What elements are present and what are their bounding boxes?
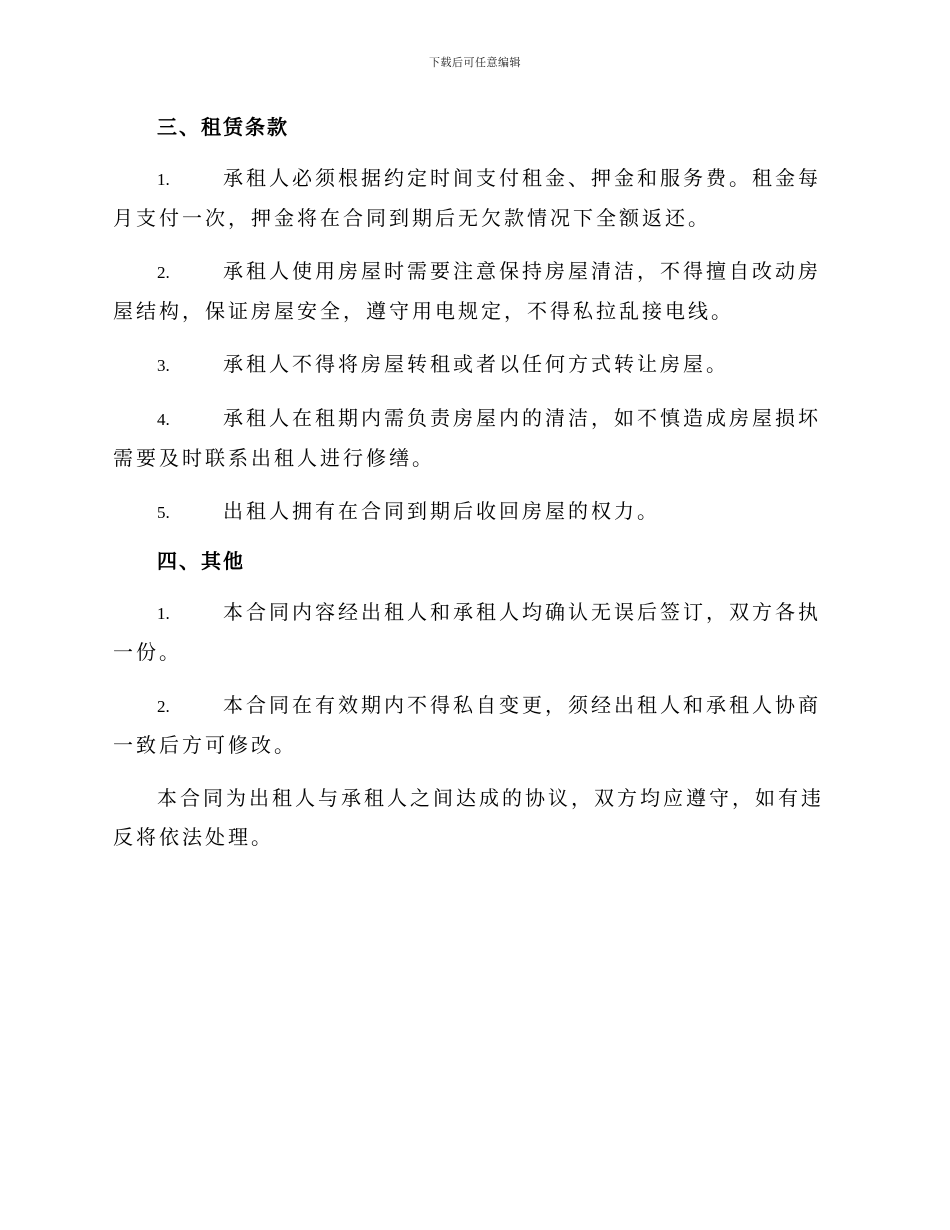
item-number: 3. <box>157 356 170 375</box>
item-text: 承租人必须根据约定时间支付租金、押金和服务费。租金每月支付一次，押金将在合同到期后无欠款情况下全额返还。 <box>113 166 821 230</box>
list-item <box>113 399 835 478</box>
list-item <box>113 252 835 331</box>
closing-paragraph: 本合同为出租人与承租人之间达成的协议，双方均应遵守，如有违反将依法处理。 <box>113 786 824 849</box>
list-item <box>113 492 835 532</box>
item-number: 1. <box>157 604 170 623</box>
list-item <box>113 345 835 385</box>
document-body <box>113 112 835 857</box>
item-text: 承租人使用房屋时需要注意保持房屋清洁，不得擅自改动房屋结构，保证房屋安全，遵守用电规定，不得私拉乱接电线。 <box>113 259 821 323</box>
item-text: 承租人不得将房屋转租或者以任何方式转让房屋。 <box>223 352 729 376</box>
item-text: 本合同内容经出租人和承租人均确认无误后签订，双方各执一份。 <box>113 600 821 664</box>
item-number: 1. <box>157 170 170 189</box>
list-item <box>113 686 835 765</box>
item-text: 出租人拥有在合同到期后收回房屋的权力。 <box>223 499 660 523</box>
item-number: 2. <box>157 697 170 716</box>
item-text: 承租人在租期内需负责房屋内的清洁，如不慎造成房屋损坏需要及时联系出租人进行修缮。 <box>113 406 821 470</box>
item-text: 本合同在有效期内不得私自变更，须经出租人和承租人协商一致后方可修改。 <box>113 693 821 757</box>
page-header: 下载后可任意编辑 <box>429 56 521 69</box>
item-number: 4. <box>157 410 170 429</box>
list-item <box>113 593 835 672</box>
section-title-lease-terms: 三、租赁条款 <box>157 115 289 139</box>
list-item <box>113 159 835 238</box>
item-number: 5. <box>157 503 170 522</box>
section-title-other: 四、其他 <box>157 549 245 573</box>
item-number: 2. <box>157 263 170 282</box>
